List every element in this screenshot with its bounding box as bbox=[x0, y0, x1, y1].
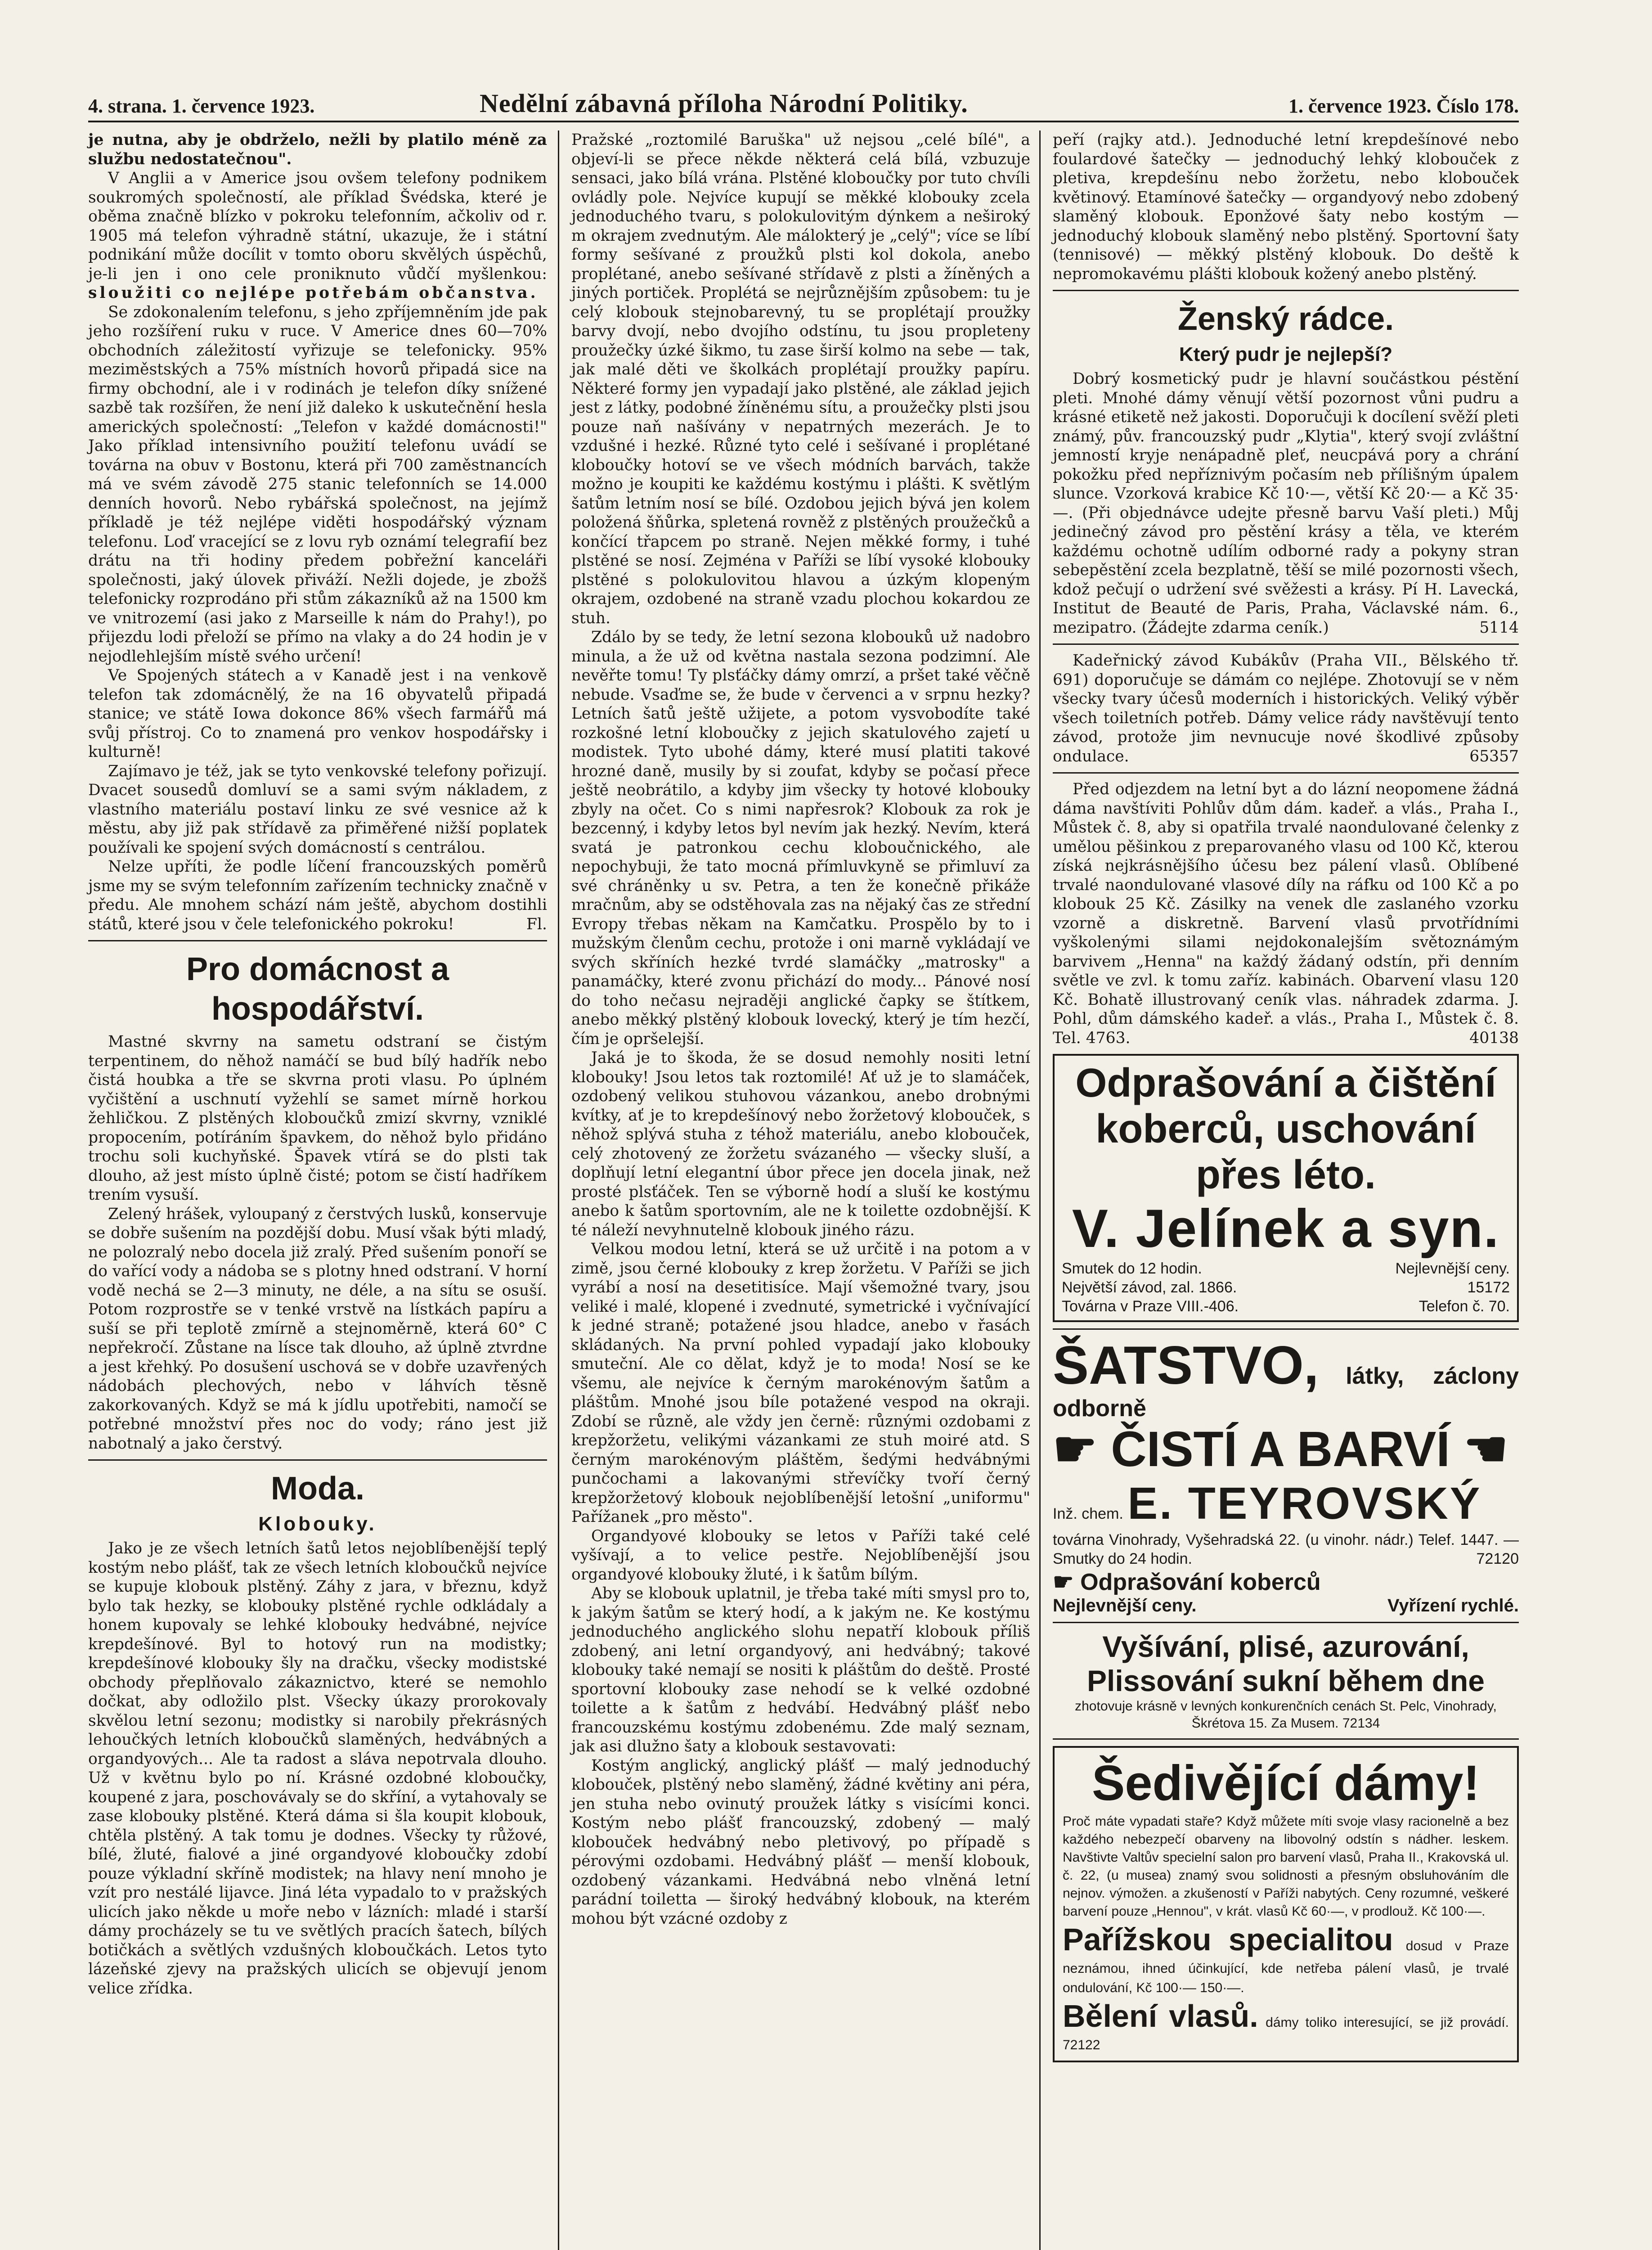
advert-text: Továrna v Praze VIII.-406. bbox=[1062, 1298, 1239, 1315]
paragraph bbox=[88, 857, 547, 934]
section-heading: Ženský rádce. bbox=[1177, 301, 1394, 337]
paragraph: Jako je ze všech letních šatů letos nejoblíbenější teplý kostým nebo plášť, tak ze všech letních kloboučků nejvíce se kupuje klobouk plstěný. Záhy z jara, v březnu, když bylo tak hezky, se klobouky plstěné rychle odkládaly a honem kupovaly se lehké klobouky hedvábné, nejvíce krepdešínové. Byl to hotový run na modistky; krepdešínové klobouky šly na dračku, všecky modistské obchody přeplňovalo zákaznictvo, které se nemohlo dočkat, aby odložilo plst. Všecky úkazy prorokovaly skvělou letní sezonu; modistky si narobily překrásných lehoučkých letních kloboučků slaměných, hedvábných a organdyových... Ale ta radost a sláva nepotrvala dlouho. Už v květnu bylo po ní. Krásné ozdobné kloboučky, koupené z jara, poschovávaly se do skříní, a vytahovaly se zase klobouky plstěné. Která dáma si šla koupit klobouk, chtěla plstěný. A tak tomu je dodnes. Všecky ty růžové, bílé, žluté, fialové a jiné organdyové kloboučky zdobí pouze výkladní skříně modistek; na hlavy není mnoho je vzít pro nestálé lijavce. Jiná léta vypadalo to v pražských ulicích jako někde u moře nebo v lázních: mladé i starší dámy procházely se tu ve světlých pracích šatech, bílých botičkách a světlých vzdušných kloboučkách. Letos tyto lázeňské zjevy na pražských ulicích se objevují jenom velice zřídka. bbox=[88, 1539, 547, 1998]
advert-subheadline bbox=[1053, 1568, 1519, 1596]
separator bbox=[1053, 1328, 1519, 1330]
advert-headline bbox=[1053, 1422, 1519, 1476]
ad-number: 65357 bbox=[1469, 747, 1519, 765]
paragraph-text: Dobrý kosmetický pudr je hlavní součástkou péstění pleti. Mnohé dámy věnují větší pozornost vůni pudru a krásné etiketě než jakosti. Doporučuji k docílení svěží pleti známý, pův. francouzský pudr „Klytia", který svojí zvláštní jemností kryje nenápadně pleť, neucpává pory a chrání pokožku před nepříznivým počasím neb přílišným úpalem slunce. Vzorková krabice Kč 10·—, větší Kč 20·— a Kč 35·—. (Při objednávce udejte přesně barvu Vaší pleti.) Můj jedinečný závod pro pěstění krásy a těla, ve kterém každému ochotně udílím odborné rady a pokyny stran sebepěstění zcela bezplatně, těší se milé pozornosti všech, kdož pečují o udržení své svěžesti a krásy. Pí H. Lavecká, Institut de Beauté de Paris, Praha, Václavské nám. 6., mezipatro. (Žádejte zdarma ceník.) bbox=[1053, 370, 1519, 637]
author-signature: Fl. bbox=[526, 915, 547, 933]
column-divider-2 bbox=[1039, 130, 1041, 2250]
advert-text bbox=[1053, 1530, 1519, 1568]
advert-text: Inž. chem. bbox=[1053, 1505, 1123, 1522]
paragraph: Se zdokonalením telefonu, s jeho zpříjemněním jde pak jeho rozšíření ruku v ruce. V Americe dnes 60—70% obchodních záležitostí vyřizuje se telefonicky. 95% meziměstských a 75% místních hovorů připadá sice na firmy obchodní, ale i v rodinách je telefon díky snížené sazbě tak rozšířen, že není již daleko k uskutečnění hesla amerických společností: „Telefon v každé domácnosti!" Jako příklad intensivního použití telefonu uvádí se továrna na obuv v Bostonu, která při 700 zaměstnancích má ve svém závodě 275 stanic telefonních se 14.000 denních hovorů. Nebo rybářská společnost, na jejímž příkladě je též nejlépe viděti hospodářský význam telefonu. Loď vracející se z lovu ryb oznámí telegrafií bez drátu na tři hodiny předem pobřežní kanceláři společnosti, jaký úlovek přiváží. Nežli dojede, je zbožš telefonicky rozprodáno při stům zákazníků až na 1500 km ve vnitrozemí (asi jako z Marseille k nám do Prahy!), po přijezdu lodi přeloží se přímo na vlaky a do 24 hodin je v nejodlehlejším místě svého určení! bbox=[88, 303, 547, 666]
advert-row bbox=[1062, 1278, 1510, 1297]
separator bbox=[1053, 644, 1519, 645]
separator bbox=[88, 1459, 547, 1461]
section-subheading: Klobouky. bbox=[258, 1513, 377, 1535]
advert-text: dámy toliko interesující, se již provádí. bbox=[1266, 2015, 1509, 2030]
separator bbox=[1053, 1622, 1519, 1623]
paragraph: Pražské „roztomilé Baruška" už nejsou „celé bílé", a objeví-li se přece někde některá celá bílá, vzbuzuje sensaci, jako bílá vrána. Plstěné kloboučky por tuto chvíli ovládly pole. Nejvíce kupují se měkké klobouky zcela jednoduchého tvaru, s polokulovitým dýnkem a neširoký m okrajem zvednutým. Ale málokterý je „celý"; více se líbí formy sešívané z proužků plsti kol dokola, anebo proplétané, anebo sešívané střídavě z plsti a žíněných a jiných portiček. Proplétá se nejrůznějším způsobem: tu je celý klobouk stejnobarevný, tu se proplétají proužky barvy dvojí, nebo dvojího odstínu, tu jsou propleteny proužečky úzké šikmo, tu zase širší kolmo na sebe — tak, jak malé děti ve školkách proplétají proužky papíru. Některé formy jen vypadají jako plstěné, ale základ jejich jest z látky, podobné žíněnému sítu, a proužečky plsti jsou pouze naň našívány v nepatrných mezerách. Je to vzdušné i hezké. Různé tyto celé i sešívané i proplétané kloboučky hotoví se ve všech módních barvách, takže možno je koupiti ke každému kostýmu i plášti. K světlým šatům letním nosí se bílé. Ozdobou jejich bývá jen kolem položená šňůrka, spletená rovněž z plstěných proužečků a končící třapcem po straně. Nejen měkké formy, i tuhé plstěné se nosí. Zejména v Paříži se líbí vysoké klobouky plstěné s polokulovitou hlavou a úzkým klopeným okrajem, ozdobené na straně vzadu plochou kokardou ze stuh. bbox=[571, 131, 1030, 627]
paragraph: Kostým anglický, anglický plášť — malý jednoduchý klobouček, plstěný nebo slaměný, žádné květiny ani péra, jen stuha nebo ovinutý proužek látky s visícími konci. Kostým nebo plášť francouzský, zdobený — malý klobouček hedvábný nebo pletivový, po případě s pérovými ozdobami. Hedvábný plášť — menší klobouk, ozdobený vázankami. Hedvábná nebo vlněná letní parádní toiletta — široký hedvábný klobouk, na kterém mohou být vzácné ozdoby z bbox=[571, 1756, 1030, 1928]
advert-text bbox=[1053, 1698, 1519, 1732]
paragraph: Aby se klobouk uplatnil, je třeba také míti smysl pro to, k jakým šatům se který hodí, a k jakým ne. Ke kostýmu jednoduchého anglického slohu nepatří klobouk příliš zdobený, ani letní organdyový, ani hedvábný; takové klobouky také nemají se nositi k pláštům do deště. Prosté sportovní klobouky zase nehodí se k velké ozdobné toilette a k šatům z hedvábí. Hedvábný plášť nebo francouzskému kostýmu zdobenému. Zde malý seznam, jak asi dlužno šaty a klobouk sestavovati: bbox=[571, 1584, 1030, 1755]
advert-row bbox=[1063, 1997, 1509, 2054]
paragraph: peří (rajky atd.). Jednoduché letní krepdešínové nebo foulardové šatečky — jednoduchý lehký klobouček z pletiva, krepdešínu nebo žoržetu, nebo klobouček květinový. Etamínové šatečky — organdyový nebo zdobený slaměný klobouk. Eponžové šaty nebo kostým — jednoduchý klobouk slaměný nebo plstěný. Sportovní šaty (tennisové) — měkký plstěný klobouk. Do deště k nepromokavému plášti klobouk kožený anebo plstěný. bbox=[1053, 131, 1519, 283]
advert-row bbox=[1062, 1259, 1510, 1278]
advert-company: E. TEYROVSKÝ bbox=[1127, 1478, 1482, 1529]
advert-text: 15172 bbox=[1467, 1279, 1510, 1296]
advert-subheadline-text: Odprašování koberců bbox=[1080, 1569, 1321, 1595]
advert-headline: Plissování sukní během dne bbox=[1087, 1664, 1485, 1697]
advert-text: Nejlevnější ceny. bbox=[1395, 1260, 1510, 1277]
paragraph bbox=[1053, 780, 1519, 1048]
ad-number: 40138 bbox=[1469, 1029, 1519, 1047]
header-date-left: 4. strana. 1. července 1923. bbox=[88, 95, 315, 117]
paragraph bbox=[1053, 651, 1519, 766]
advert-text: Proč máte vypadati staře? Když můžete míti svoje vlasy racionelně a bez každého nebezpečí obarveny na libovolný odstín s nádher. leskem. Navštivte Valtův specielní salon pro barvení vlasů, Praha II., Krakovská ul. č. 22, (u musea) znamý svou solidnosti a přesným obsluhováním dle nejnov. výmožen. a zkušeností v Paříži nabytých. Ceny rozumné, veškeré barvení pouze „Hennou", v krát. vlasů Kč 60·—, v prodlouž. Kč 100·—. bbox=[1063, 1814, 1509, 1919]
ad-number: 72134 bbox=[1342, 1715, 1380, 1731]
ad-number: 5114 bbox=[1479, 618, 1519, 637]
advert-row bbox=[1053, 1336, 1519, 1422]
advert-subheadline: Bělení vlasů. bbox=[1063, 1998, 1258, 2034]
advert-text: látky, záclony odborně bbox=[1053, 1363, 1519, 1422]
section-heading: Moda. bbox=[271, 1471, 364, 1507]
header-date-right: 1. července 1923. Číslo 178. bbox=[1288, 95, 1519, 117]
paragraph-text: V Anglii a v Americe jsou ovšem telefony podnikem soukromých společností, ale příklad Švédska, které je oběma značně blízko v pokroku telefonním, ačkoliv od r. 1905 má telefon výhradně státní, ukazuje, že i státní podnikání může docílit v tomto oboru skvělých úspěchů, je-li jen i ono cele proniknuto vůdčí myšlenkou: bbox=[88, 169, 547, 283]
paragraph: Zdálo by se tedy, že letní sezona klobouků už nadobro minula, a že už od května nastala sezona podzimní. Ale nevěřte tomu! Ty plsťáčky dámy omrzí, a pršet také věčně nebude. Vsaďme se, že bude v červenci a v srpnu hezky? Letních šatů ještě užijete, a potom vysvobodíte také rozkošné letní kloboučky z jejich skatulového zajetí u modistek. Tyto ubohé dámy, které musí platiti takové hrozné daně, musily by si zoufat, kdyby se počasí přece ještě neobrátilo, a kdyby jim všecky ty hotové klobouky zbyly na očet. Co s nimi napřesrok? Klobouk za rok je bezcenný, i kdyby letos byl nevím jak hezký. Nevím, která svatá je patronkou cechu kloboučnického, ale nepochybuji, že tato mocná přímluvkyně se přimluví za své chráněnky u sv. Petra, a ten že konečně přikáže mračnům, aby se odstěhovala zas na nějaký čas ze střední Evropy třebas někam na Kamčatku. Prospělo by to i mužským členům cechu, protože i oni marně vykládají ve svých skříních hezké tvrdé slamáčky „matrosky" a panamáčky, které zvonu přichází do mody... Pánové nosí do toho nečasu nejraději anglické čapky se štítkem, anebo měkký plstěný klobouk lovecký, který je tím hezčí, čím je opršelejší. bbox=[571, 628, 1030, 1048]
header-rule bbox=[88, 121, 1519, 122]
paragraph: Zajímavo je též, jak se tyto venkovské telefony pořizují. Dvacet sousedů domluví se a sami svým nákladem, z vlastního materiálu postaví linku ze své vesnice až k městu, aby již pak střídavě za přiměřené nižší poplatek používali ke spojení svých domácností s centrálou. bbox=[88, 762, 547, 857]
paragraph: Velkou modou letní, která se už určitě i na potom a v zimě, jsou černé klobouky z krep žoržetu. V Paříži se jich vyrábí a nosí na desetitisíce. Mají všemožné tvary, jsou veliké i malé, klopené i zvednuté, symetrické i vyčnívající k jedné straně; potažené jsou hladce, anebo v řasách skládaných. Na první pohled vypadají jako klobouky smuteční. Ale co dělat, když je to moda! Nosí se ke všemu, ale nejvíce k černým marokénovým šatům a pláštům. Mnohé jsou bíle potažené vespod na okraji. Zdobí se různě, ale vždy jen černě: různými ozdobami z krepžoržetu, velikými vázankami ze stuh moiré atd. S černým marokénovým pláštěm, šedými hedvábnými punčochami a lakovanými střevíčky tvoří černý krepžoržetový klobouk nejoblíbenější letošní „uniformu" Pařížanek „pro město". bbox=[571, 1240, 1030, 1526]
pointing-hand-icon: ☛ bbox=[1053, 1569, 1074, 1595]
column-2 bbox=[571, 130, 1030, 1928]
pointing-hand-icon: ☛ bbox=[1053, 1422, 1097, 1477]
paragraph bbox=[88, 169, 547, 303]
advert-headline-text: ČISTÍ A BARVÍ bbox=[1111, 1422, 1450, 1477]
separator bbox=[1053, 1738, 1519, 1740]
header-title: Nedělní zábavná příloha Národní Politiky. bbox=[480, 89, 968, 118]
section-subheading: Který pudr je nejlepší? bbox=[1179, 343, 1393, 365]
advert-address: zhotovuje krásně v levných konkurenčních cenách St. Pelc, Vinohrady, Škrétova 15. Za Musem. bbox=[1075, 1698, 1497, 1731]
advert-headline: Vyšívání, plisé, azurování, bbox=[1102, 1629, 1469, 1663]
paragraph: Zelený hrášek, vyloupaný z čerstvých lusků, konservuje se dobře sušením na pozdější dobu. Musí však býti mladý, ne polozralý nebo docela již zralý. Před sušením ponoří se do vařící vody a nádoba se s plotny hned odstraní. V horní vodě nechá se 2—3 minuty, ne déle, a na sítu se osuší. Potom rozprostře se v tenké vrstvě na lístkách papíru a suší se při teplotě zmírně a stejnoměrně, která 60° C nepřekročí. Zůstane na lísce tak dlouho, až úplně ztvrdne a jest křehký. Po dosušení uschová se v dobře uzavřených nádobách plechových, nebo v láhvích těsně zakorkovaných. Když se má k jídlu upotřebiti, namočí se potřebné množství přes noc do vody; ráno jest již nabotnalý a jako čerstvý. bbox=[88, 1205, 547, 1453]
advert-row bbox=[1053, 1596, 1519, 1616]
advert-text: Telefon č. 70. bbox=[1419, 1298, 1510, 1315]
section-heading: Pro domácnost a hospodářství. bbox=[186, 951, 449, 1027]
advert-text: Vyřízení rychlé. bbox=[1387, 1596, 1519, 1616]
paragraph: Mastné skvrny na sametu odstraní se čistým terpentinem, do něhož namáčí se bud bílý hadřík nebo čistá houbka a tře se skvrna proti vlasu. Po úplném vyčištění a uschnutí vyžehlí se samet mírně horkou žehličkou. Z plstěných kloboučků zmizí skvrny, vzniklé propocením, potíráním špavkem, do něhož bylo přidáno trochu soli kuchyňské. Špavek vtírá se do plsti tak dlouho, až jest místo úplně čisté; potom se čistí hadříkem trením vysuší. bbox=[88, 1033, 547, 1204]
column-1 bbox=[88, 130, 547, 1998]
advert-headline: ŠATSTVO, bbox=[1053, 1335, 1319, 1395]
paragraph: je nutna, aby je obdrželo, nežli by platilo méně za službu nedostatečnou". bbox=[88, 131, 547, 168]
advert-headline: Odprašování a čištění koberců, uschování přes léto. bbox=[1075, 1061, 1496, 1197]
paragraph-text: Kadeřnický závod Kubákův (Praha VII., Bělského tř. 691) doporučuje se dámám co nejlépe. Zhotovují se v něm všecky tvary účesů moderních i historických. Veliký výběr všech toiletních potřeb. Dámy velice rády navštěvují tento závod, protože jim nevnucuje nové škodlivé způsoby ondulace. bbox=[1053, 652, 1519, 765]
pointing-hand-icon: ☚ bbox=[1463, 1422, 1508, 1477]
ad-number: 72122 bbox=[1063, 2037, 1100, 2052]
page-header bbox=[88, 88, 1519, 120]
advert-company: V. Jelínek a syn. bbox=[1072, 1198, 1500, 1259]
column-divider-1 bbox=[558, 130, 559, 2250]
advert-text: Smutek do 12 hodin. bbox=[1062, 1260, 1202, 1277]
paragraph-text: Před odjezdem na letní byt a do lázní neopomene žádná dáma navštíviti Pohlův dům dám. kadeř. a vlás., Praha I., Můstek č. 8, aby si opatřila trvalé naondulované čelenky z umělou pěšinkou z preparovaného vlasu od 100 Kč, kterou získá nejkrásnějšího účesu bez pálení vlasů. Oblíbené trvalé naondulované vlasové díly na ráfku od 100 Kč a po klobouk 25 Kč. Zásilky na venek dle zaslaného vzorku vzorně a diskretně. Barvení vlasů prvotřídními vyškolenými silami nejdokonalejším světoznámým barvivem „Henna" na každý žádaný odstín, při denním světle ve zvl. k tomu zaříz. kabinách. Obarvení vlasu 120 Kč. Bohatě illustrovaný ceník vlas. náhradek zdarma. J. Pohl, dům dámského kadeř. a vlás., Praha I., Můstek č. 8. Tel. 4763. bbox=[1053, 780, 1519, 1047]
advert-headline: Šedivějící dámy! bbox=[1091, 1755, 1480, 1811]
advert-subheadline: Pařížskou specialitou bbox=[1063, 1922, 1393, 1957]
advert-text: Největší závod, zal. 1866. bbox=[1062, 1279, 1237, 1296]
advert-pelc bbox=[1053, 1629, 1519, 1732]
ad-number: 72120 bbox=[1476, 1550, 1519, 1567]
column-3 bbox=[1053, 130, 1519, 2062]
advert-text: Nejlevnější ceny. bbox=[1053, 1596, 1197, 1616]
paragraph-emphasis: sloužiti co nejlépe potřebám občanstva. bbox=[88, 284, 539, 302]
separator bbox=[1053, 772, 1519, 774]
advert-address: továrna Vinohrady, Vyšehradská 22. (u vinohr. nádr.) Telef. 1447. — Smutky do 24 hodin. bbox=[1053, 1531, 1519, 1567]
paragraph: Ve Spojených státech a v Kanadě jest i na venkově telefon tak zdomácnělý, že na 16 obyvatelů připadá stanice; ve státě Iowa dokonce 86% všech farmářů má svůj přístroj. Co to znamená pro venkov hospodářsky i kulturně! bbox=[88, 666, 547, 761]
advert-text: dosud v Praze neznámou, ihned účinkující, kde netřeba pálení vlasů, je trvalé ondulování, Kč 100·— 150·—. bbox=[1063, 1938, 1509, 1995]
separator bbox=[1053, 290, 1519, 291]
advert-jelinek bbox=[1053, 1054, 1519, 1322]
paragraph: Jaká je to škoda, že se dosud nemohly nositi letní klobouky! Jsou letos tak roztomilé! Ať už je to slamáček, ozdobený velikou stuhovou vázankou, anebo drobnými kvítky, ať je to krepdešínový nebo žoržetový klobouček, s něhož splývá stuha z téhož materiálu, anebo klobouček, celý zhotovený ze žoržetu svázaného — všecky sluší, a doplňují letní elegantní úbor přece jen docela jinak, než prosté plsťáček. Ten se výborně hodí a sluší ke kostýmu anebo k šatům sportovním, ale ne k toilette ozdobnější. K té náleží nevyhnutelně klobouk jiného rázu. bbox=[571, 1049, 1030, 1239]
paragraph-text: Nelze upříti, že podle líčení francouzských poměrů jsme my se svým telefonním zařízením technicky značně v předu. Ale mnohem schází nám ještě, abychom dostihli států, které jsou v čele telefonického pokroku! bbox=[88, 858, 547, 933]
separator bbox=[88, 940, 547, 941]
advert-row bbox=[1053, 1476, 1519, 1530]
advert-teyrovsky bbox=[1053, 1336, 1519, 1616]
advert-valta bbox=[1053, 1746, 1519, 2062]
paragraph bbox=[1053, 369, 1519, 637]
advert-row bbox=[1062, 1297, 1510, 1316]
paragraph: Organdyové klobouky se letos v Paříži také celé vyšívají, a to velice pestře. Nejoblíbenější jsou organdyové klobouky žluté, i k šatům bílým. bbox=[571, 1527, 1030, 1584]
advert-row bbox=[1063, 1921, 1509, 1997]
